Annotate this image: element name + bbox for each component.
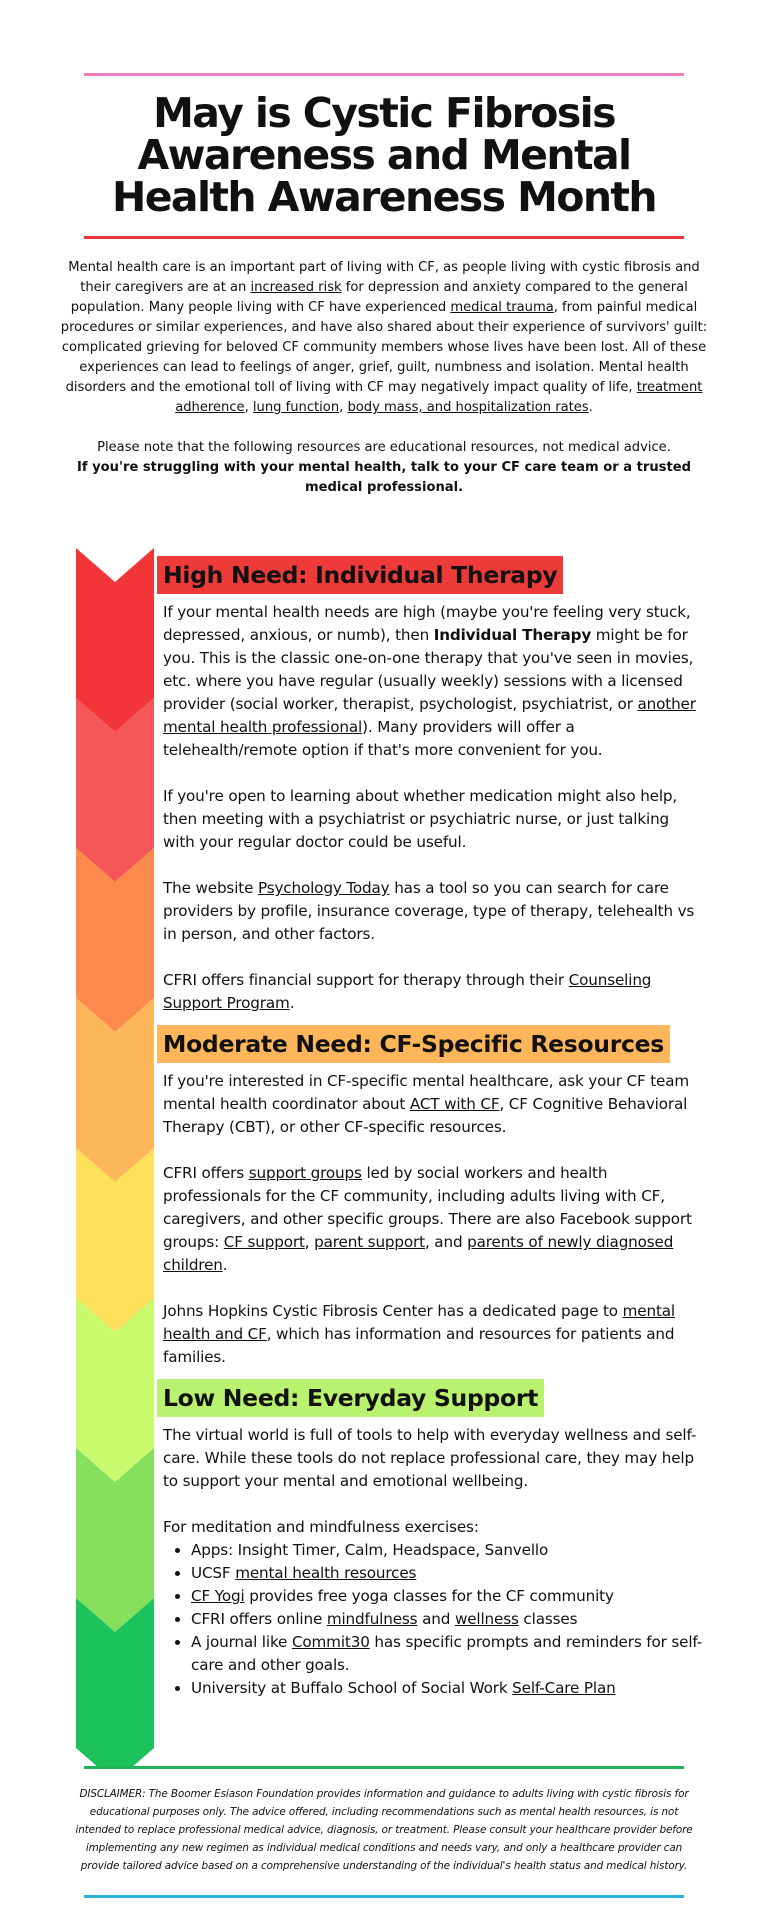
self-care-plan-link[interactable]: Self-Care Plan: [512, 1679, 616, 1697]
intro-text: Mental health care is an important part of living with CF, as people living with cystic fibrosis and their caregivers are at an: [68, 260, 700, 295]
resources-note: Please note that the following resources are educational resources, not medical advice.: [97, 440, 671, 455]
text: Johns Hopkins Cystic Fibrosis Center has a dedicated page to: [163, 1302, 623, 1320]
everyday-paragraph: The virtual world is full of tools to help with everyday wellness and self-care. While these tools do not replace professional care, they may help to support your mental and emotional wellbeing.: [163, 1426, 697, 1490]
list-item: [191, 1631, 703, 1677]
text: and: [417, 1610, 455, 1628]
mindfulness-link[interactable]: mindfulness: [326, 1610, 418, 1628]
johns-hopkins-paragraph: [163, 1300, 703, 1369]
text: has a tool so you can search for care providers by profile, insurance coverage, type of therapy, telehealth vs in person, and other factors.: [163, 879, 695, 943]
text: classes: [518, 1610, 578, 1628]
text: ). Many providers will offer a telehealth/remote option if that's more convenient for you.: [163, 718, 603, 759]
counseling-paragraph: [163, 969, 703, 1015]
text: , which has information and resources for patients and families.: [163, 1325, 675, 1366]
chevron-segment: [76, 548, 154, 732]
text: The website: [163, 879, 258, 897]
increased-risk-link[interactable]: increased risk: [250, 280, 342, 295]
text: has specific prompts and reminders for self-care and other goals.: [191, 1633, 703, 1674]
title-line: Awareness and Mental: [137, 131, 631, 179]
body-mass-link[interactable]: body mass, and hospitalization rates: [347, 400, 589, 415]
list-item: [191, 1677, 703, 1700]
support-groups-paragraph: [163, 1162, 703, 1277]
text: If you're interested in CF-specific mental healthcare, ask your CF team mental health coordinator about: [163, 1072, 690, 1113]
mental-health-and-cf-link[interactable]: mental health and CF: [163, 1302, 675, 1343]
psychology-today-paragraph: [163, 877, 703, 946]
text: CFRI offers: [163, 1164, 249, 1182]
text: A journal like: [191, 1633, 292, 1651]
high-need-heading: High Need: Individual Therapy: [157, 556, 563, 594]
high-need-paragraph: [163, 601, 703, 762]
bottom-divider-green: [84, 1766, 684, 1769]
text: .: [222, 1256, 228, 1274]
resource-list: [163, 1539, 703, 1700]
wellness-link[interactable]: wellness: [454, 1610, 519, 1628]
intro-text: , from painful medical procedures or similar experiences, and have also shared about their experience of survivors' guilt: complicated grieving for beloved CF community members whose lives have been lost. All of these experiences can lead to feelings of anger, grief, guilt, numbness and isolation. Mental health disorders and the emotional toll of living with CF may negatively impact quality of life,: [60, 300, 708, 395]
text: If your mental health needs are high (maybe you're feeling very stuck, depressed, anxious, or numb), then: [163, 603, 691, 644]
intro-text: for depression and anxiety compared to the general population. Many people living with CF have experienced: [70, 280, 688, 315]
text: University at Buffalo School of Social Work: [191, 1679, 513, 1697]
bottom-divider-blue: [84, 1895, 684, 1898]
intro-text: ,: [339, 400, 348, 415]
ucsf-resources-link[interactable]: mental health resources: [235, 1564, 417, 1582]
parent-support-link[interactable]: parent support: [314, 1233, 425, 1251]
psychology-today-link[interactable]: Psychology Today: [257, 879, 390, 897]
cf-yogi-link[interactable]: CF Yogi: [191, 1587, 245, 1605]
text: led by social workers and health professionals for the CF community, including adults living with CF, caregivers, and other specific groups. There are also Facebook support groups:: [163, 1164, 692, 1251]
cf-support-link[interactable]: CF support: [223, 1233, 305, 1251]
list-item: [191, 1562, 703, 1585]
title-divider-red: [84, 236, 684, 239]
lung-function-link[interactable]: lung function: [252, 400, 340, 415]
text: might be for you. This is the classic one-on-one therapy that you've seen in movies, etc. where you have regular (usually weekly) sessions with a licensed provider (social worker, therapist, psychologist, psychiatrist, or: [163, 626, 694, 713]
counseling-support-link[interactable]: Counseling Support Program: [163, 971, 652, 1012]
title-line: Health Awareness Month: [111, 173, 657, 221]
top-divider-pink: [84, 73, 684, 76]
text: UCSF: [191, 1564, 236, 1582]
text: CFRI offers financial support for therapy through their: [163, 971, 569, 989]
commit30-link[interactable]: Commit30: [291, 1633, 370, 1651]
text: .: [289, 994, 295, 1012]
cf-specific-paragraph: [163, 1070, 703, 1139]
needs-content: [163, 556, 703, 1700]
text: , and: [424, 1233, 468, 1251]
disclaimer: DISCLAIMER: The Boomer Esiason Foundation provides information and guidance to adults living with cystic fibrosis for educational purposes only. The advice offered, including recommendations such as mental health resources, is not intended to replace professional medical advice, diagnosis, or treatment. Please consult your healthcare provider before implementing any new regimen as individual medical conditions and needs vary, and only a healthcare provider can provide tailored advice based on a comprehensive understanding of the individual's health status and medical history.: [75, 1788, 693, 1872]
intro-text: ,: [244, 400, 253, 415]
text: ,: [304, 1233, 315, 1251]
title-line: May is Cystic Fibrosis: [153, 89, 615, 137]
chevron-column: [76, 548, 154, 1768]
text: provides free yoga classes for the CF community: [244, 1587, 614, 1605]
intro-text: .: [588, 400, 593, 415]
list-item: [191, 1585, 703, 1608]
list-intro: For meditation and mindfulness exercises:: [163, 1518, 479, 1536]
intro-section: [60, 258, 708, 498]
medical-trauma-link[interactable]: medical trauma: [450, 300, 554, 315]
resources-note-bold: [60, 458, 708, 498]
bold-warning: If you're struggling with your mental health, talk to your CF care team or a trusted medical professional.: [77, 460, 691, 495]
treatment-adherence-link[interactable]: treatment adherence: [175, 380, 703, 415]
moderate-need-heading: Moderate Need: CF-Specific Resources: [157, 1025, 670, 1063]
newly-diagnosed-link[interactable]: parents of newly diagnosed children: [163, 1233, 674, 1274]
support-groups-link[interactable]: support groups: [248, 1164, 362, 1182]
text: , CF Cognitive Behavioral Therapy (CBT), or other CF-specific resources.: [163, 1095, 688, 1136]
list-item: • Apps: Insight Timer, Calm, Headspace, Sanvello: [191, 1539, 703, 1562]
text: CFRI offers online: [191, 1610, 327, 1628]
medication-paragraph: If you're open to learning about whether medication might also help, then meeting with a psychiatrist or psychiatric nurse, or just talking with your regular doctor could be useful.: [163, 787, 678, 851]
page-title: [84, 89, 684, 221]
list-item: [191, 1608, 703, 1631]
intro-paragraph: [60, 258, 708, 418]
act-with-cf-link[interactable]: ACT with CF: [409, 1095, 500, 1113]
low-need-heading: Low Need: Everyday Support: [157, 1379, 544, 1417]
mental-health-professional-link[interactable]: another mental health professional: [163, 695, 696, 736]
individual-therapy-bold: Individual Therapy: [433, 626, 592, 644]
